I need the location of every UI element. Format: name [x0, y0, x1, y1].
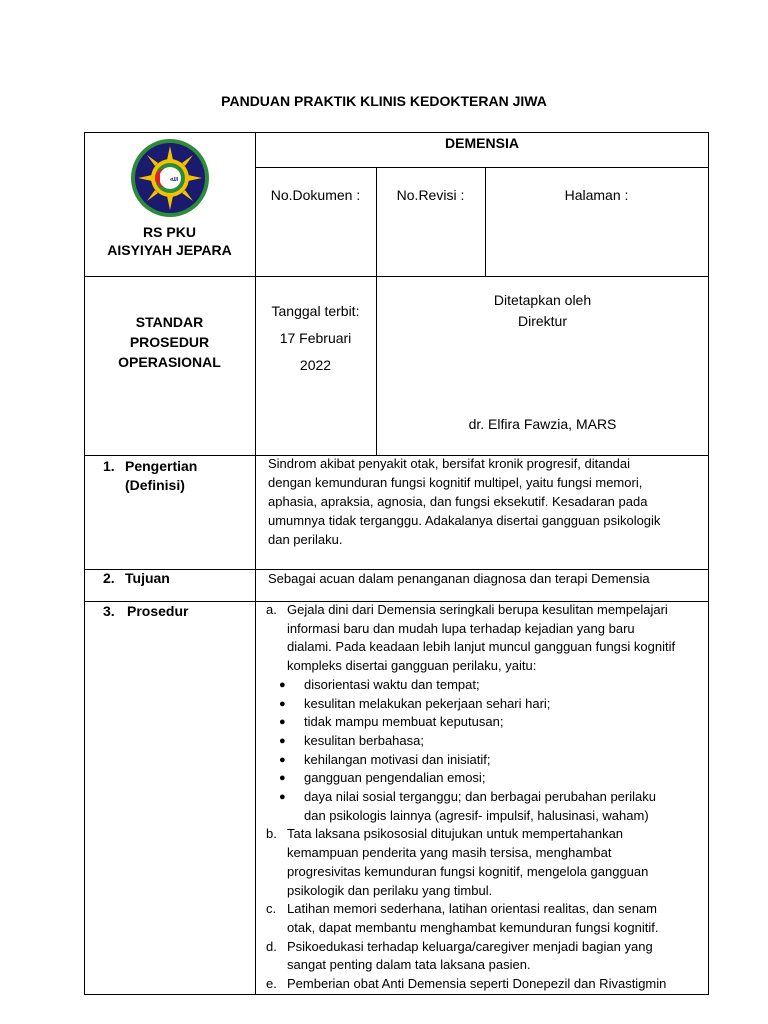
pengertian-line-5: dan perilaku.	[268, 532, 343, 547]
prosedur-item-c	[266, 900, 702, 937]
sop-label-line3: OPERASIONAL	[118, 354, 221, 370]
item-a-label: a.	[266, 602, 277, 617]
section-1-number: 1.	[103, 458, 115, 474]
director-name: dr. Elfira Fawzia, MARS	[468, 416, 617, 432]
pengertian-line-3: aphasia, apraksia, agnosia, dan fungsi eksekutif. Kesadaran pada	[268, 494, 648, 509]
item-c-line-2: otak, dapat membantu menghambat kemunduran fungsi kognitif.	[287, 919, 659, 935]
section-2-label: Tujuan	[125, 570, 170, 586]
item-b-label: b.	[266, 826, 277, 842]
item-a-line-2: informasi baru dan mudah lupa terhadap kejadian yang baru	[287, 620, 635, 636]
bullet-icon: ●	[279, 678, 286, 691]
item-b-line-2: kemampuan penderita yang masih tersisa, menghambat	[287, 845, 612, 861]
section-1-label-sub: (Definisi)	[125, 477, 185, 493]
pengertian-line-2: dengan kemunduran fungsi kognitif multipel, yaitu fungsi memori,	[268, 475, 643, 490]
item-e-label: e.	[266, 976, 277, 992]
pengertian-line-1: Sindrom akibat penyakit otak, bersifat kronik progresif, ditandai	[268, 456, 631, 471]
sop-label-line2: PROSEDUR	[129, 334, 210, 350]
item-a-line-4: kompleks disertai gangguan perilaku, yaitu:	[287, 658, 537, 674]
hospital-name-line1: RS PKU	[143, 224, 196, 240]
bullet-item: ● kehilangan motivasi dan inisiatif;	[266, 751, 702, 770]
logo-center-text: ﷲ	[169, 175, 175, 183]
bullet-icon: ●	[279, 791, 286, 804]
bullet-icon: ●	[279, 697, 286, 710]
section-3-number: 3.	[103, 603, 115, 619]
bullet-item: ● disorientasi waktu dan tempat;	[266, 676, 702, 695]
hospital-logo	[130, 138, 210, 218]
no-revisi-label: No.Revisi :	[396, 187, 465, 203]
document-title: PANDUAN PRAKTIK KLINIS KEDOKTERAN JIWA	[221, 93, 547, 109]
prosedur-item-a	[266, 601, 702, 676]
topic-title: DEMENSIA	[445, 135, 519, 151]
ditetapkan-line2: Direktur	[517, 313, 567, 329]
item-c-line-1: Latihan memori sederhana, latihan orientasi realitas, dan senam	[287, 901, 657, 917]
bullet-item: ● tidak mampu membuat keputusan;	[266, 713, 702, 732]
prosedur-content	[266, 601, 702, 994]
item-b-line-1: Tata laksana psikososial ditujukan untuk mempertahankan	[287, 826, 624, 842]
prosedur-item-d	[266, 938, 702, 975]
item-a-line-3: dialami. Pada keadaan lebih lanjut muncul gangguan fungsi kognitif	[287, 639, 676, 655]
tanggal-terbit-label: Tanggal terbit:	[271, 303, 360, 319]
item-d-line-2: sangat penting dalam tata laksana pasien.	[287, 957, 531, 973]
section-1-label: Pengertian	[125, 458, 198, 474]
hospital-name-line2: AISYIYAH JEPARA	[107, 242, 232, 258]
section-2-number: 2.	[103, 570, 115, 586]
item-d-label: d.	[266, 938, 277, 954]
sop-label-line1: STANDAR	[135, 314, 204, 330]
pengertian-line-4: umumnya tidak terganggu. Adakalanya disertai gangguan psikologik	[268, 513, 661, 528]
bullet-icon: ●	[279, 716, 286, 729]
prosedur-item-b	[266, 825, 702, 900]
bullet-item: ● gangguan pengendalian emosi;	[266, 769, 702, 788]
prosedur-item-e	[266, 975, 702, 994]
bullet-icon: ●	[279, 734, 286, 747]
item-b-line-4: psikologik dan perilaku yang timbul.	[287, 882, 493, 898]
item-c-label: c.	[266, 901, 277, 917]
bullet-item: ● kesulitan berbahasa;	[266, 732, 702, 751]
tanggal-terbit-year: 2022	[299, 357, 332, 373]
bullet-icon: ●	[279, 753, 286, 766]
ditetapkan-line1: Ditetapkan oleh	[493, 292, 592, 308]
item-a-line-1: Gejala dini dari Demensia seringkali berupa kesulitan mempelajari	[287, 602, 668, 617]
item-d-line-1: Psikoedukasi terhadap keluarga/caregiver menjadi bagian yang	[287, 938, 653, 954]
halaman-label: Halaman :	[564, 187, 629, 203]
bullet-continuation: dan psikologis lainnya (agresif- impulsif, halusinasi, waham)	[304, 807, 649, 823]
item-b-line-3: progresivitas kemunduran fungsi kognitif, mengelola gangguan	[287, 863, 649, 879]
bullet-item: ● kesulitan melakukan pekerjaan sehari hari;	[266, 695, 702, 714]
tanggal-terbit-date: 17 Februari	[279, 330, 352, 346]
no-dokumen-label: No.Dokumen :	[270, 187, 361, 203]
section-3-label: Prosedur	[127, 603, 189, 619]
bullet-item: ● daya nilai sosial terganggu; dan berbagai perubahan perilaku	[266, 788, 702, 807]
bullet-icon: ●	[279, 772, 286, 785]
item-e-line-1: Pemberian obat Anti Demensia seperti Donepezil dan Rivastigmin	[287, 976, 667, 992]
tujuan-text: Sebagai acuan dalam penanganan diagnosa dan terapi Demensia	[268, 571, 650, 586]
